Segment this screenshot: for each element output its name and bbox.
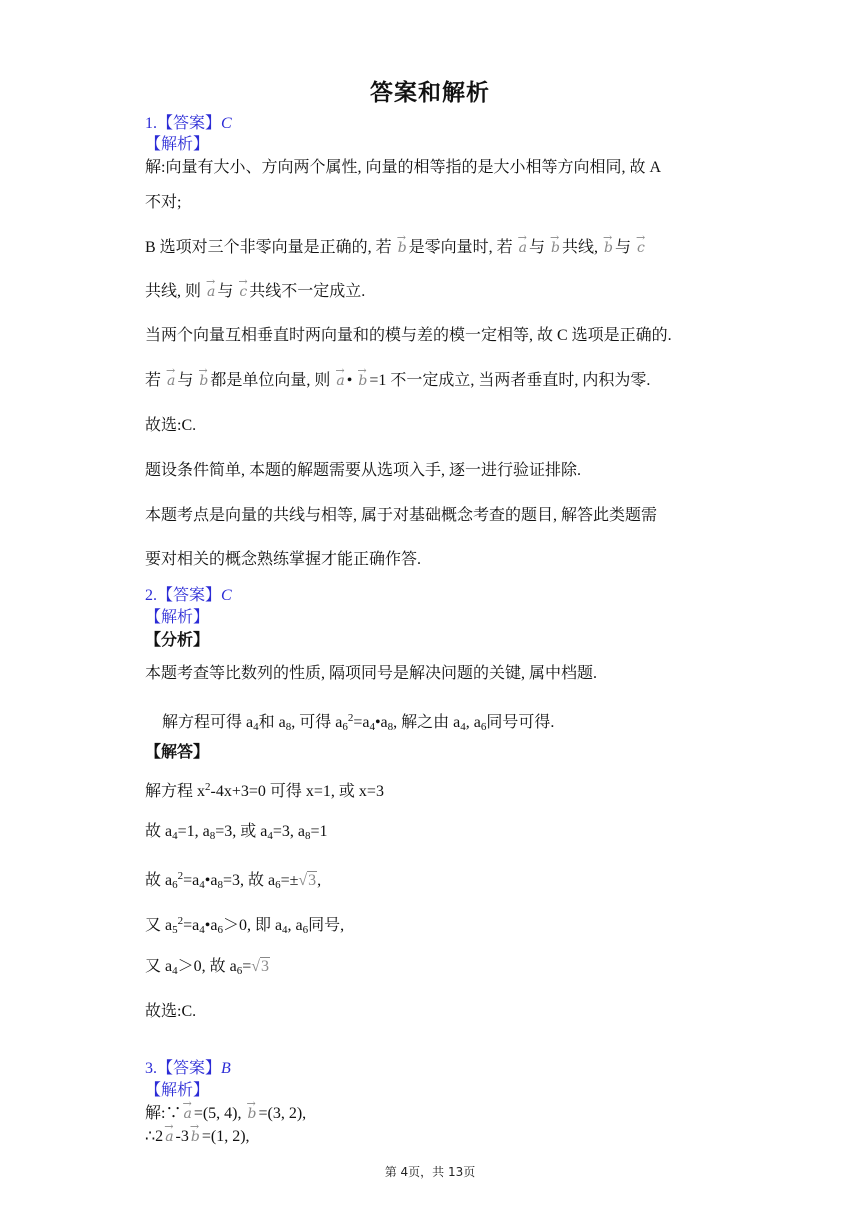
text: = xyxy=(242,958,252,975)
vector-b: → b xyxy=(197,371,210,391)
vector-b: → b xyxy=(189,1127,202,1147)
vector-a: → a xyxy=(517,238,529,258)
text: 又 a xyxy=(145,917,173,934)
q1-number: 1. xyxy=(145,115,157,132)
q2-answer: C xyxy=(221,587,232,604)
text: •a xyxy=(374,714,388,731)
text: =a xyxy=(183,872,200,889)
subscript: 5 xyxy=(172,924,178,936)
vector-b: → b xyxy=(396,238,409,258)
superscript: 2 xyxy=(347,712,354,724)
text: -3 xyxy=(175,1128,189,1145)
text: 故 a xyxy=(145,872,173,889)
text: 解方程可得 a xyxy=(162,714,254,731)
text: ＞0, 即 a xyxy=(222,917,283,934)
vector-b: → b xyxy=(602,238,615,258)
q1-line-6 xyxy=(145,371,650,391)
text: =± xyxy=(280,872,299,889)
q1-analysis-tag: 【解析】 xyxy=(145,136,210,153)
vector-a: → a xyxy=(334,371,346,391)
text: =(3, 2), xyxy=(258,1105,307,1122)
text: 解:∵ xyxy=(145,1105,182,1122)
vector-a: → a xyxy=(163,1127,175,1147)
vector-a: → a xyxy=(165,371,177,391)
text: =3, 故 a xyxy=(222,872,276,889)
text: 与 xyxy=(217,283,234,300)
subscript: 4 xyxy=(267,830,273,842)
text: •a xyxy=(204,872,218,889)
text: 都是单位向量, 则 xyxy=(210,372,331,389)
subscript: 4 xyxy=(172,830,178,842)
text: 与 xyxy=(615,239,632,256)
text: =(5, 4), xyxy=(193,1105,242,1122)
subscript: 4 xyxy=(369,721,375,733)
vector-a: → a xyxy=(181,1104,193,1124)
radicand: 3 xyxy=(261,958,270,975)
subscript: 6 xyxy=(342,721,348,733)
q2-solution-line-3 xyxy=(145,866,321,895)
page-footer: 第 4页，共 13页 xyxy=(384,1165,476,1179)
q2-fenxi-line-2 xyxy=(162,708,554,737)
q1-line-1: 解:向量有大小、方向两个属性, 向量的相等指的是大小相等方向相同, 故 A xyxy=(145,159,662,176)
text: =1 xyxy=(310,823,328,840)
subscript: 6 xyxy=(172,879,178,891)
text: -4x+3=0 可得 x=1, 或 x=3 xyxy=(210,783,384,800)
text: =a xyxy=(183,917,200,934)
q2-solution-line-1 xyxy=(145,777,384,802)
text: , a xyxy=(465,714,481,731)
q1-line-7: 故选:C. xyxy=(145,417,197,434)
text: 与 xyxy=(529,239,546,256)
q1-answer: C xyxy=(221,115,232,132)
text: =1, a xyxy=(177,823,210,840)
text: 又 a xyxy=(145,958,173,975)
text: 同号可得. xyxy=(486,714,555,731)
vector-b: → b xyxy=(246,1104,259,1124)
q1-line-4 xyxy=(145,282,365,302)
subscript: 4 xyxy=(253,721,259,733)
text: , 可得 a xyxy=(291,714,343,731)
text: 共线, 则 xyxy=(145,283,202,300)
text: •a xyxy=(204,917,218,934)
subscript: 8 xyxy=(285,721,292,733)
q3-answer: B xyxy=(221,1060,231,1077)
q2-solution-line-5 xyxy=(145,957,270,981)
q2-solution-line-4 xyxy=(145,911,344,940)
q2-fenxi-tag: 【分析】 xyxy=(145,630,210,649)
q1-line-8: 题设条件简单, 本题的解题需要从选项入手, 逐一进行验证排除. xyxy=(145,462,582,479)
text: 同号, xyxy=(308,917,345,934)
superscript: 2 xyxy=(177,870,184,882)
radicand: 3 xyxy=(308,872,317,889)
text: =a xyxy=(353,714,370,731)
q3-analysis-tag: 【解析】 xyxy=(145,1082,210,1099)
subscript: 8 xyxy=(209,830,216,842)
subscript: 4 xyxy=(282,924,288,936)
q1-line-5: 当两个向量互相垂直时两向量和的模与差的模一定相等, 故 C 选项是正确的. xyxy=(145,327,672,344)
text: 故 a xyxy=(145,823,173,840)
q2-number: 2. xyxy=(145,587,157,604)
subscript: 6 xyxy=(302,924,309,936)
text: ＞0, 故 a xyxy=(177,958,237,975)
subscript: 6 xyxy=(236,965,243,977)
q1-line-9: 本题考点是向量的共线与相等, 属于对基础概念考查的题目, 解答此类题需 xyxy=(145,507,658,524)
q2-fenxi-line-1: 本题考查等比数列的性质, 隔项同号是解决问题的关键, 属中档题. xyxy=(145,665,598,682)
q2-solution-line-2 xyxy=(145,822,328,846)
subscript: 6 xyxy=(480,721,487,733)
q3-line-2 xyxy=(145,1127,250,1147)
q1-line-2: 不对; xyxy=(145,194,182,211)
vector-b: → b xyxy=(549,238,562,258)
text: 共线不一定成立. xyxy=(249,283,366,300)
text: 是零向量时, 若 xyxy=(408,239,513,256)
subscript: 4 xyxy=(199,924,205,936)
text: =3, a xyxy=(272,823,305,840)
answer-tag: 【答案】 xyxy=(157,115,222,132)
q3-number: 3. xyxy=(145,1060,157,1077)
q2-jieda-tag: 【解答】 xyxy=(145,742,210,761)
page-title: 答案和解析 xyxy=(370,80,490,106)
q1-line-3 xyxy=(145,238,647,258)
subscript: 8 xyxy=(217,879,223,891)
answer-tag: 【答案】 xyxy=(157,1060,222,1077)
subscript: 8 xyxy=(305,830,311,842)
superscript: 2 xyxy=(205,781,211,793)
text: ∴2 xyxy=(145,1128,164,1145)
q2-solution-line-6: 故选:C. xyxy=(145,1003,197,1020)
vector-b: → b xyxy=(356,371,369,391)
subscript: 4 xyxy=(172,965,178,977)
q2-answer-line xyxy=(145,586,232,606)
vector-a: → a xyxy=(205,282,217,302)
subscript: 6 xyxy=(217,924,223,936)
text: =3, 或 a xyxy=(215,823,268,840)
q2-analysis-tag: 【解析】 xyxy=(145,609,210,626)
dot-symbol: • xyxy=(346,372,353,389)
text: 共线, xyxy=(562,239,599,256)
subscript: 6 xyxy=(275,879,281,891)
text: , 解之由 a xyxy=(393,714,461,731)
text: =(1, 2), xyxy=(201,1128,250,1145)
text: B 选项对三个非零向量是正确的, 若 xyxy=(145,239,392,256)
sqrt-symbol: √3 xyxy=(298,872,317,889)
text: 解方程 x xyxy=(145,783,206,800)
text: =1 不一定成立, 当两者垂直时, 内积为零. xyxy=(369,372,651,389)
subscript: 4 xyxy=(199,879,205,891)
superscript: 2 xyxy=(177,915,184,927)
text: 与 xyxy=(177,372,194,389)
q1-line-10: 要对相关的概念熟练掌握才能正确作答. xyxy=(145,551,422,568)
vector-c: → c xyxy=(237,282,249,302)
text: , xyxy=(317,872,322,889)
text: , a xyxy=(287,917,303,934)
answer-tag: 【答案】 xyxy=(157,587,222,604)
subscript: 4 xyxy=(460,721,466,733)
subscript: 8 xyxy=(387,721,394,733)
text: 若 xyxy=(145,372,162,389)
sqrt-symbol: √3 xyxy=(251,958,270,975)
q1-answer-line xyxy=(145,114,232,134)
q3-answer-line xyxy=(145,1059,231,1079)
vector-c: → c xyxy=(635,238,647,258)
text: 和 a xyxy=(258,714,286,731)
